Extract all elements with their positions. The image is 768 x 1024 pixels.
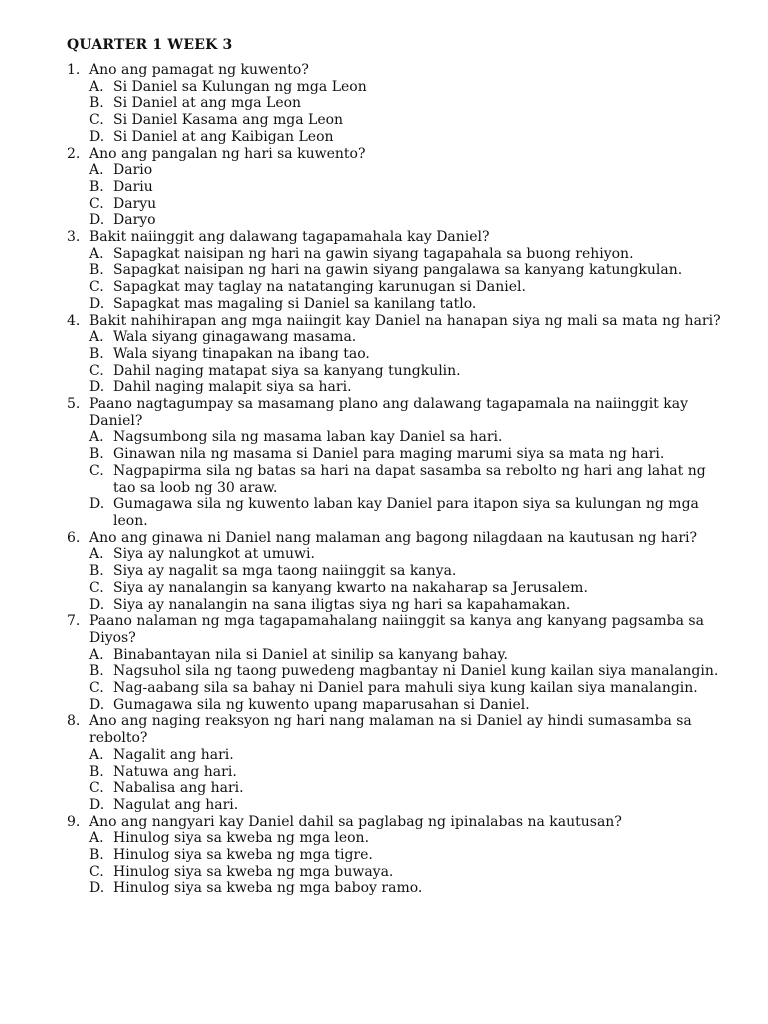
option-text: Dahil naging matapat siya sa kanyang tungkulin. xyxy=(113,362,461,379)
answer-option xyxy=(0,179,768,196)
option-letter: D. xyxy=(89,496,105,513)
option-text: Ginawan nila ng masama si Daniel para maging marumi siya sa mata ng hari. xyxy=(113,446,665,463)
answer-option xyxy=(0,129,768,146)
option-text: Si Daniel Kasama ang mga Leon xyxy=(113,112,344,129)
option-text: Nag-aabang sila sa bahay ni Daniel para mahuli siya kung kailan siya manalangin. xyxy=(113,680,698,697)
answer-option xyxy=(0,196,768,213)
answer-option xyxy=(0,279,768,296)
option-text: Dahil naging malapit siya sa hari. xyxy=(113,379,352,396)
question-2 xyxy=(0,146,768,230)
option-letter: C. xyxy=(89,863,104,880)
answer-option xyxy=(0,496,768,529)
option-text: Binabantayan nila si Daniel at sinilip sa kanyang bahay. xyxy=(113,646,508,663)
question-number: 9. xyxy=(67,813,81,830)
answer-option xyxy=(0,329,768,346)
answer-option xyxy=(0,446,768,463)
option-letter: A. xyxy=(89,546,104,563)
option-letter: C. xyxy=(89,195,104,212)
answer-option xyxy=(0,463,768,496)
answer-option xyxy=(0,162,768,179)
option-text: Dario xyxy=(113,162,153,179)
option-letter: A. xyxy=(89,78,104,95)
option-text: Hinulog siya sa kweba ng mga leon. xyxy=(113,830,370,847)
page-heading: QUARTER 1 WEEK 3 xyxy=(67,37,233,53)
option-letter: A. xyxy=(89,329,104,346)
option-text: Si Daniel sa Kulungan ng mga Leon xyxy=(113,78,367,95)
option-letter: C. xyxy=(89,780,104,797)
question-4 xyxy=(0,313,768,397)
question-number: 4. xyxy=(67,312,81,329)
option-text: Natuwa ang hari. xyxy=(113,763,237,780)
answer-option xyxy=(0,780,768,797)
option-letter: B. xyxy=(89,763,104,780)
question-6 xyxy=(0,530,768,614)
option-letter: B. xyxy=(89,446,104,463)
option-text: Si Daniel at ang mga Leon xyxy=(113,95,302,112)
answer-option xyxy=(0,747,768,764)
option-text: Wala siyang tinapakan na ibang tao. xyxy=(113,345,370,362)
option-letter: D. xyxy=(89,880,105,897)
question-number: 3. xyxy=(67,229,81,246)
option-letter: D. xyxy=(89,212,105,229)
option-letter: C. xyxy=(89,279,104,296)
option-letter: A. xyxy=(89,429,104,446)
answer-option xyxy=(0,429,768,446)
answer-option xyxy=(0,546,768,563)
answer-option xyxy=(0,212,768,229)
option-letter: C. xyxy=(89,362,104,379)
option-letter: D. xyxy=(89,696,105,713)
answer-option xyxy=(0,764,768,781)
option-text: Nagulat ang hari. xyxy=(113,796,239,813)
option-letter: D. xyxy=(89,128,105,145)
question-3 xyxy=(0,229,768,313)
question-9 xyxy=(0,814,768,898)
option-text: Sapagkat may taglay na natatanging karunugan si Daniel. xyxy=(113,279,526,296)
question-8 xyxy=(0,713,768,813)
option-letter: C. xyxy=(89,112,104,129)
answer-option xyxy=(0,797,768,814)
answer-option xyxy=(0,262,768,279)
option-text: Si Daniel at ang Kaibigan Leon xyxy=(113,128,334,145)
option-text: Siya ay nagalit sa mga taong naiinggit sa kanya. xyxy=(113,563,457,580)
answer-option xyxy=(0,346,768,363)
question-list xyxy=(0,62,768,897)
option-text: Siya ay nalungkot at umuwi. xyxy=(113,546,315,563)
answer-option xyxy=(0,597,768,614)
option-text: Nagsumbong sila ng masama laban kay Daniel sa hari. xyxy=(113,429,503,446)
option-text: Sapagkat mas magaling si Daniel sa kanilang tatlo. xyxy=(113,295,477,312)
answer-option xyxy=(0,79,768,96)
option-letter: D. xyxy=(89,596,105,613)
option-letter: B. xyxy=(89,95,104,112)
option-text: Nagalit ang hari. xyxy=(113,746,234,763)
option-letter: C. xyxy=(89,462,104,479)
option-text: Hinulog siya sa kweba ng mga baboy ramo. xyxy=(113,880,423,897)
option-letter: A. xyxy=(89,746,104,763)
question-text: Ano ang naging reaksyon ng hari nang malaman na si Daniel ay hindi sumasamba sa rebolto? xyxy=(89,713,692,747)
question-text: Ano ang pamagat ng kuwento? xyxy=(89,62,309,78)
answer-option xyxy=(0,379,768,396)
option-letter: B. xyxy=(89,847,104,864)
option-text: Daryu xyxy=(113,195,157,212)
answer-option xyxy=(0,363,768,380)
answer-option xyxy=(0,864,768,881)
question-number: 7. xyxy=(67,613,81,630)
answer-option xyxy=(0,112,768,129)
option-text: Gumagawa sila ng kuwento laban kay Daniel para itapon siya sa kulungan ng mga leon. xyxy=(113,496,699,529)
question-number: 2. xyxy=(67,145,81,162)
option-letter: A. xyxy=(89,162,104,179)
option-letter: B. xyxy=(89,563,104,580)
answer-option xyxy=(0,680,768,697)
question-text: Ano ang pangalan ng hari sa kuwento? xyxy=(89,145,366,162)
option-letter: C. xyxy=(89,579,104,596)
question-5 xyxy=(0,396,768,530)
option-text: Daryo xyxy=(113,212,156,229)
question-number: 8. xyxy=(67,713,81,730)
option-text: Sapagkat naisipan ng hari na gawin siyang tagapahala sa buong rehiyon. xyxy=(113,245,634,262)
option-letter: B. xyxy=(89,663,104,680)
option-letter: A. xyxy=(89,646,104,663)
option-letter: A. xyxy=(89,245,104,262)
question-7 xyxy=(0,613,768,713)
option-letter: B. xyxy=(89,345,104,362)
option-letter: D. xyxy=(89,796,105,813)
question-1 xyxy=(0,62,768,146)
option-letter: B. xyxy=(89,262,104,279)
option-text: Wala siyang ginagawang masama. xyxy=(113,329,357,346)
question-text: Bakit naiinggit ang dalawang tagapamahala kay Daniel? xyxy=(89,229,490,246)
question-text: Bakit nahihirapan ang mga naiingit kay Daniel na hanapan siya ng mali sa mata ng hari? xyxy=(89,312,721,329)
question-text: Ano ang ginawa ni Daniel nang malaman ang bagong nilagdaan na kautusan ng hari? xyxy=(89,529,697,546)
question-number: 5. xyxy=(67,396,81,413)
answer-option xyxy=(0,647,768,664)
option-text: Gumagawa sila ng kuwento upang maparusahan si Daniel. xyxy=(113,696,530,713)
option-letter: B. xyxy=(89,178,104,195)
answer-option xyxy=(0,95,768,112)
answer-option xyxy=(0,663,768,680)
option-letter: C. xyxy=(89,680,104,697)
option-text: Nagsuhol sila ng taong puwedeng magbantay ni Daniel kung kailan siya manalangin. xyxy=(113,663,719,680)
question-number: 1. xyxy=(67,62,81,78)
option-letter: D. xyxy=(89,379,105,396)
question-text: Ano ang nangyari kay Daniel dahil sa paglabag ng ipinalabas na kautusan? xyxy=(89,813,622,830)
answer-option xyxy=(0,246,768,263)
question-text: Paano nalaman ng mga tagapamahalang naiinggit sa kanya ang kanyang pagsamba sa Diyos? xyxy=(89,613,704,646)
answer-option xyxy=(0,580,768,597)
question-text: Paano nagtagumpay sa masamang plano ang dalawang tagapamala na naiinggit kay Daniel? xyxy=(89,396,688,429)
option-text: Dariu xyxy=(113,178,153,195)
option-text: Sapagkat naisipan ng hari na gawin siyang pangalawa sa kanyang katungkulan. xyxy=(113,262,683,279)
question-number: 6. xyxy=(67,529,81,546)
option-text: Siya ay nanalangin sa kanyang kwarto na nakaharap sa Jerusalem. xyxy=(113,579,588,596)
answer-option xyxy=(0,880,768,897)
answer-option xyxy=(0,847,768,864)
answer-option xyxy=(0,296,768,313)
answer-option xyxy=(0,563,768,580)
option-text: Nagpapirma sila ng batas sa hari na dapat sasamba sa rebolto ng hari ang lahat ng tao sa loob ng 30 araw. xyxy=(113,462,706,496)
option-text: Hinulog siya sa kweba ng mga tigre. xyxy=(113,847,373,864)
option-text: Hinulog siya sa kweba ng mga buwaya. xyxy=(113,863,394,880)
option-text: Siya ay nanalangin na sana iligtas siya ng hari sa kapahamakan. xyxy=(113,596,571,613)
option-text: Nabalisa ang hari. xyxy=(113,780,244,797)
answer-option xyxy=(0,830,768,847)
option-letter: D. xyxy=(89,295,105,312)
option-letter: A. xyxy=(89,830,104,847)
answer-option xyxy=(0,697,768,714)
